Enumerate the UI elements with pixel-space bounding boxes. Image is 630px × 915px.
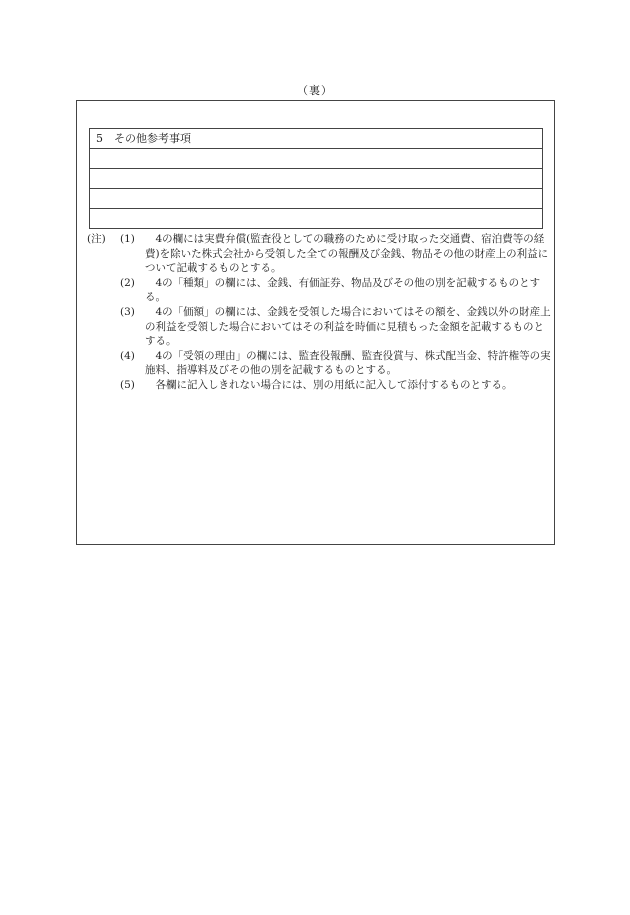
note-item	[87, 276, 551, 305]
notes-section	[87, 232, 551, 393]
page-side-label: （裏）	[297, 84, 333, 97]
reference-entry-field[interactable]	[90, 189, 543, 209]
note-number: (5)	[120, 378, 135, 391]
table-row	[90, 189, 543, 209]
note-text: 4の「種類」の欄には、金銭、有価証券、物品及びその他の別を記載するものとする。	[145, 276, 541, 304]
other-reference-table	[89, 128, 543, 229]
table-row	[90, 169, 543, 189]
note-item	[87, 305, 551, 349]
note-text: 4の「価額」の欄には、金銭を受領した場合においてはその額を、金銭以外の財産上の利益を受領した場合においてはその利益を時価に見積もった金額を記載するものとする。	[145, 305, 551, 348]
reference-entry-field[interactable]	[90, 149, 543, 169]
note-text: 4の欄には実費弁償(監査役としての職務のために受け取った交通費、宿泊費等の経費)を除いた株式会社から受領した全ての報酬及び金銭、物品その他の財産上の利益について記載するものとする。	[145, 233, 549, 275]
notes-prefix: (注)	[87, 233, 106, 245]
reference-header: 5 その他参考事項	[90, 129, 543, 149]
note-number: (2)	[120, 276, 135, 289]
reference-entry-field[interactable]	[90, 169, 543, 189]
form-frame	[76, 100, 555, 545]
note-text: 4の「受領の理由」の欄には、監査役報酬、監査役賞与、株式配当金、特許権等の実施料、指導料及びその他の別を記載するものとする。	[145, 349, 551, 377]
table-row	[90, 149, 543, 169]
note-item	[87, 349, 551, 378]
note-number: (4)	[120, 349, 135, 362]
note-number: (3)	[120, 305, 135, 318]
table-row	[90, 209, 543, 229]
table-row	[90, 129, 543, 149]
note-number: (1)	[120, 233, 135, 245]
reference-entry-field[interactable]	[90, 209, 543, 229]
note-item	[87, 232, 551, 276]
note-text: 各欄に記入しきれない場合には、別の用紙に記入して添付するものとする。	[145, 378, 513, 391]
note-item	[87, 378, 551, 393]
